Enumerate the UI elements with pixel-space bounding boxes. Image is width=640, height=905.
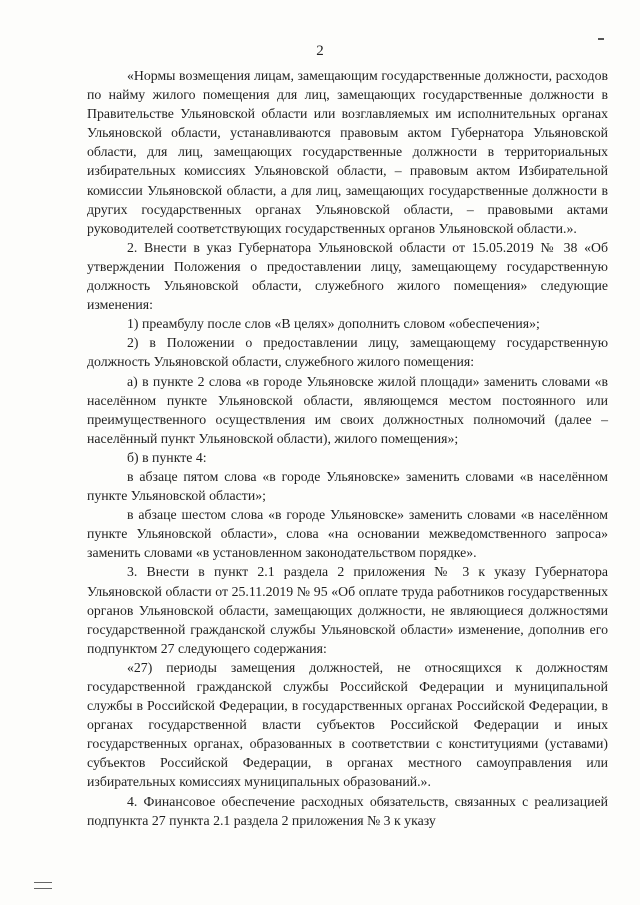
paragraph-item-2: 2. Внести в указ Губернатора Ульяновской области от 15.05.2019 № 38 «Об утверждении Положения о предоставлении лицу, замещающему государственную должность Ульяновской области, служебного жилого помещения» следующие изменения: [87,239,608,313]
paragraph-subitem-b: б) в пункте 4: [127,449,207,465]
scan-mark [34,888,52,889]
page-number: 2 [316,43,324,59]
paragraph-norms-quote: «Нормы возмещения лицам, замещающим государственные должности, расходов по найму жилого помещения для лиц, замещающих государственные должности в Правительстве Ульяновской области или возглавляемых им исполнительных органах Ульяновской области, устанавливаются правовым актом Губернатора Ульяновской области, для лиц, замещающих государственные должности в территориальных избирательных комиссиях Ульяновской области, – правовым актом Избирательной комиссии Ульяновской области, а для лиц, замещающих государственные должности в других государственных органах Ульяновской области, – правовыми актами руководителей соответствующих государственных органов Ульяновской области.». [87,68,608,236]
document-body [87,66,608,830]
paragraph-abzac-6: в абзаце шестом слова «в городе Ульяновске» заменить словами «в населённом пункте Ульяновской области», слова «на основании межведомственного запроса» заменить словами «в установленном законодательством порядке». [87,507,608,561]
paragraph-abzac-5: в абзаце пятом слова «в городе Ульяновске» заменить словами «в населённом пункте Ульяновской области»; [87,468,608,504]
paragraph-subitem-1: 1) преамбулу после слов «В целях» дополнить словом «обеспечения»; [127,316,540,332]
paragraph-item-3: 3. Внести в пункт 2.1 раздела 2 приложения № 3 к указу Губернатора Ульяновской области от 25.11.2019 № 95 «Об оплате труда работников государственных органов Ульяновской области, замещающих должности, не являющиеся должностями государственной гражданской службы Ульяновской области» изменение, дополнив его подпунктом 27 следующего содержания: [87,564,608,656]
paragraph-subitem-27: «27) периоды замещения должностей, не относящихся к должностям государственной гражданской службы Российской Федерации и муниципальной службы в Российской Федерации, в государственных органах Российской Федерации, в органах государственной власти субъектов Российской Федерации и иных государственных органах, образованных в соответствии с конституциями (уставами) субъектов Российской Федерации, в органах местного самоуправления или избирательных комиссиях муниципальных образований.». [87,659,608,790]
paragraph-subitem-a: а) в пункте 2 слова «в городе Ульяновске жилой площади» заменить словами «в населённом пункте Ульяновской области, являющемся местом постоянного или преимущественного осуществления им своих должностных полномочий (далее – населённый пункт Ульяновской области), жилого помещения»; [87,373,608,446]
paragraph-item-4: 4. Финансовое обеспечение расходных обязательств, связанных с реализацией подпункта 27 пункта 2.1 раздела 2 приложения № 3 к указу [87,793,608,828]
paragraph-subitem-2: 2) в Положении о предоставлении лицу, замещающему государственную должность Ульяновской области, служебного жилого помещения: [87,335,608,370]
scan-mark [598,38,604,40]
scan-mark [34,882,52,883]
